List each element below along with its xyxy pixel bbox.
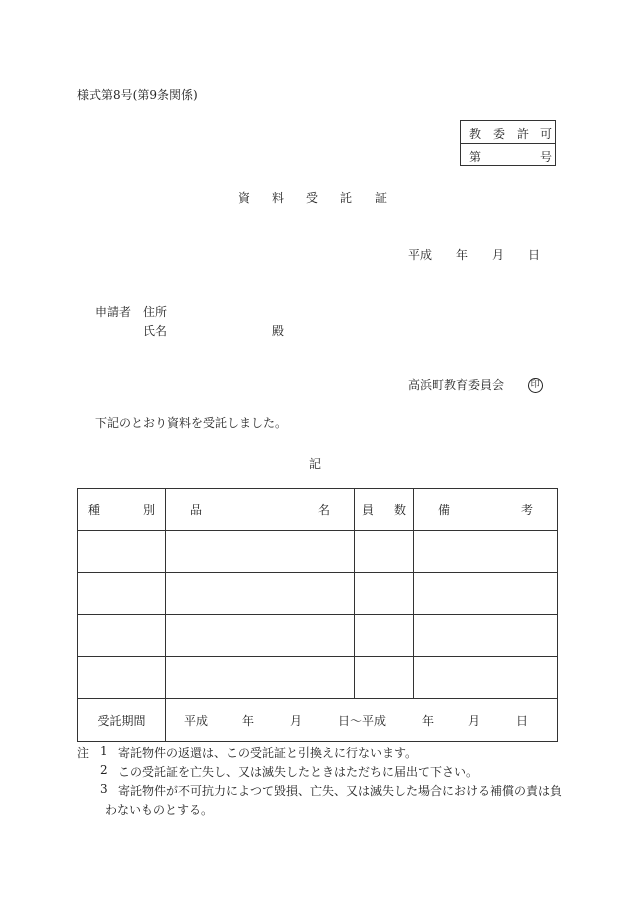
cell-count[interactable] [355,615,414,657]
applicant-label: 申請者 [95,305,132,319]
table-row [78,573,558,615]
header-char: 品 [190,503,203,517]
header-cell-type [78,489,166,531]
header-char: 名 [317,503,330,517]
cell-count[interactable] [355,531,414,573]
name-label: 氏名 [143,324,168,338]
period-from-day-to: 日〜平成 [338,714,387,728]
items-table [77,488,558,742]
cell-remarks[interactable] [414,615,558,657]
permit-char: 委 [493,127,506,141]
cell-remarks[interactable] [414,657,558,699]
period-label: 受託期間 [97,713,146,728]
note-text: 寄託物件の返還は、この受託証と引換えに行ないます。 [118,746,418,760]
cell-item[interactable] [166,657,355,699]
cell-remarks[interactable] [414,531,558,573]
permit-char: 第 [469,150,482,164]
notes-prefix: 注 [77,746,90,760]
period-from-month: 月 [290,714,303,728]
form-number: 様式第8号(第9条関係) [77,88,198,102]
header-cell-count [355,489,414,531]
cell-type[interactable] [78,657,166,699]
period-to-year: 年 [422,714,435,728]
title-char: 証 [375,191,388,205]
table-header-row [78,489,558,531]
cell-count[interactable] [355,573,414,615]
address-label: 住所 [143,305,168,319]
header-char: 別 [142,503,155,517]
seal-mark: 印 [528,378,543,393]
permit-char: 教 [469,127,482,141]
title-char: 受 [306,191,319,205]
title-char: 料 [272,191,285,205]
note-number: 3 [100,782,108,796]
cell-item[interactable] [166,531,355,573]
cell-item[interactable] [166,615,355,657]
cell-remarks[interactable] [414,573,558,615]
table-row [78,531,558,573]
header-char: 考 [520,503,533,517]
period-from-era: 平成 [184,714,209,728]
header-char: 種 [88,503,101,517]
permit-char: 号 [540,150,553,164]
statement: 下記のとおり資料を受託しました。 [95,416,288,430]
header-char: 員 [362,503,375,517]
permit-row-number [461,144,555,166]
table-row [78,657,558,699]
note-text-continuation: わないものとする。 [105,803,214,817]
period-value-cell[interactable] [166,699,558,742]
note-text: 寄託物件が不可抗力によつて毀損、亡失、又は滅失した場合における補償の責は負 [118,784,563,798]
permit-row-issuer [461,121,555,144]
issuer-name: 高浜町教育委員会 [408,378,505,392]
permit-char: 許 [517,127,530,141]
note-number: 2 [100,763,108,777]
cell-type[interactable] [78,573,166,615]
date-era: 平成 [408,248,433,262]
title-char: 資 [238,191,251,205]
cell-type[interactable] [78,615,166,657]
note-number: 1 [100,744,108,758]
period-to-month: 月 [468,714,481,728]
honorific: 殿 [272,324,285,338]
permit-char: 可 [540,127,553,141]
period-to-day: 日 [516,714,529,728]
header-cell-item [166,489,355,531]
permit-number-box [460,120,556,166]
cell-count[interactable] [355,657,414,699]
cell-item[interactable] [166,573,355,615]
period-label-cell [78,699,166,742]
ki-heading: 記 [309,457,322,471]
table-row [78,615,558,657]
period-row [78,699,558,742]
date-month: 月 [492,248,505,262]
period-from-year: 年 [242,714,255,728]
date-day: 日 [528,248,541,262]
cell-type[interactable] [78,531,166,573]
header-char: 備 [438,503,451,517]
title-char: 託 [340,191,353,205]
date-year: 年 [456,248,469,262]
note-text: この受託証を亡失し、又は滅失したときはただちに届出て下さい。 [118,765,479,779]
header-cell-remarks [414,489,558,531]
header-char: 数 [393,503,406,517]
issuer-line [408,376,543,393]
